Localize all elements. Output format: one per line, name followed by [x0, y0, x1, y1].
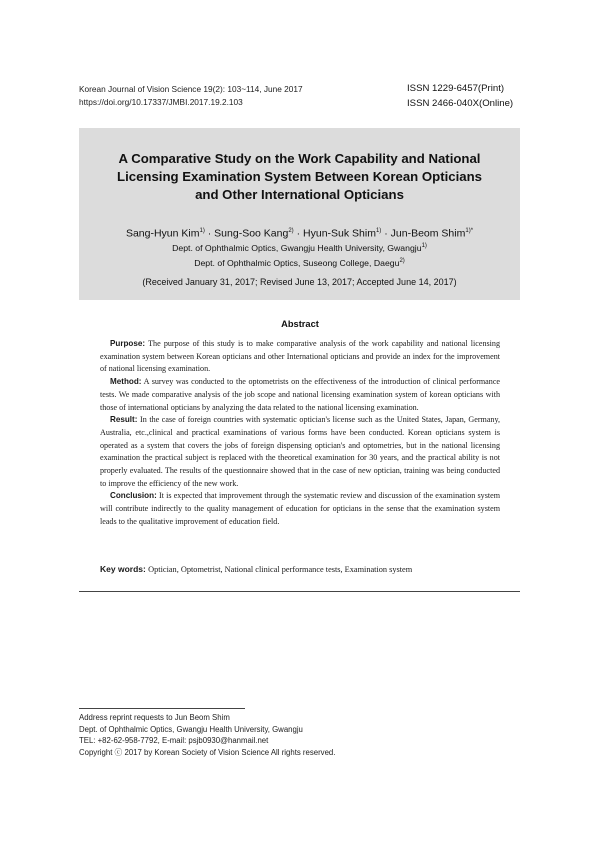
abstract-result: [100, 414, 500, 490]
title-line-2: Licensing Examination System Between Korean Opticians: [117, 169, 482, 184]
keywords: [100, 563, 500, 576]
title-line-1: A Comparative Study on the Work Capability and National: [118, 151, 481, 166]
abstract-body: [100, 338, 500, 529]
affiliation-mark: 1): [421, 243, 427, 249]
correspondence-footer: [79, 712, 335, 758]
affiliation-text: Dept. of Ophthalmic Optics, Suseong College, Daegu: [194, 257, 400, 268]
author-affiliation-mark: 1): [199, 228, 205, 234]
abstract-method: [100, 376, 500, 414]
title-box: [79, 128, 520, 300]
article-title: [79, 150, 520, 204]
affiliation-1: [79, 240, 520, 254]
affiliation-2: [79, 255, 520, 269]
affiliation-mark: 2): [399, 258, 405, 264]
conclusion-text: It is expected that improvement through the systematic review and discussion of the examination system will contribute indirectly to the quality management of education for opticians in the sense that the examination system leads to the qualitative improvement of education field.: [100, 491, 500, 526]
doi-link[interactable]: https://doi.org/10.17337/JMBI.2017.19.2.103: [79, 97, 243, 107]
section-divider: [79, 591, 520, 592]
purpose-label: Purpose:: [110, 339, 146, 348]
abstract-heading: Abstract: [281, 319, 319, 329]
author-name: Sung-Soo Kang: [214, 227, 289, 240]
author-list: [79, 224, 520, 241]
author-name: Hyun-Suk Shim: [303, 227, 376, 240]
issn-online: ISSN 2466-040X(Online): [407, 98, 514, 109]
footer-contact: TEL: +82-62-958-7792, E-mail: psjb0930@hanmail.net: [79, 736, 269, 746]
purpose-text: The purpose of this study is to make comparative analysis of the work capability and national licensing examination system between Korean opticians and other International opticians and provide an index for the improvement of national licensing examination.: [100, 339, 500, 374]
author-name: Sang-Hyun Kim: [125, 227, 200, 240]
received-dates: (Received January 31, 2017; Revised June 13, 2017; Accepted June 14, 2017): [142, 277, 457, 287]
author-name: Jun-Beom Shim: [390, 227, 466, 240]
author-affiliation-mark: 1)*: [465, 228, 474, 234]
issn-block: [407, 81, 513, 111]
abstract-purpose: [100, 338, 500, 376]
author-separator: ·: [296, 227, 301, 240]
footer-copyright: Copyright ⓒ 2017 by Korean Society of Vision Science All rights reserved.: [79, 747, 336, 757]
author-separator: ·: [207, 227, 212, 240]
title-line-3: and Other International Opticians: [195, 187, 404, 202]
result-text: In the case of foreign countries with systematic optician's license such as the United States, Japan, Germany, Australia, etc.,clinical and practical examinations of various forms have been conducted. Korean opticians system is operated as a system that covers the jobs of foreign dispensing optician's and optometries, but in the national licensing examination the practical subject is replaced with the theoretical examination for 30 years, and the practical ability is not properly evaluated. The results of the questionnaire showed that in the case of new optician, training was being conducted to improve the efficiency of the new work.: [100, 415, 500, 488]
result-label: Result:: [110, 415, 138, 425]
affiliation-text: Dept. of Ophthalmic Optics, Gwangju Health University, Gwangju: [172, 242, 422, 253]
conclusion-label: Conclusion:: [110, 491, 157, 501]
journal-header: [79, 83, 303, 109]
method-text: A survey was conducted to the optometrists on the effectiveness of the introduction of clinical performance tests. We made comparative analysis of the job scope and national licensing examination system of korean opticians with those of international opticians by analyzing the data related to the national licensing examination.: [100, 377, 501, 412]
keywords-value: Optician, Optometrist, National clinical performance tests, Examination system: [148, 565, 413, 574]
footer-reprint: Address reprint requests to Jun Beom Shim: [79, 713, 230, 722]
author-affiliation-mark: 1): [375, 228, 382, 234]
author-separator: ·: [384, 227, 388, 240]
footnote-divider: [79, 708, 245, 709]
method-label: Method:: [110, 377, 142, 387]
footer-department: Dept. of Ophthalmic Optics, Gwangju Health University, Gwangju: [79, 724, 303, 734]
author-affiliation-mark: 2): [288, 228, 294, 234]
keywords-label: Key words:: [100, 564, 146, 574]
journal-citation: Korean Journal of Vision Science 19(2): 103~114, June 2017: [79, 84, 303, 94]
abstract-conclusion: [100, 490, 500, 528]
issn-print: ISSN 1229-6457(Print): [407, 83, 505, 94]
